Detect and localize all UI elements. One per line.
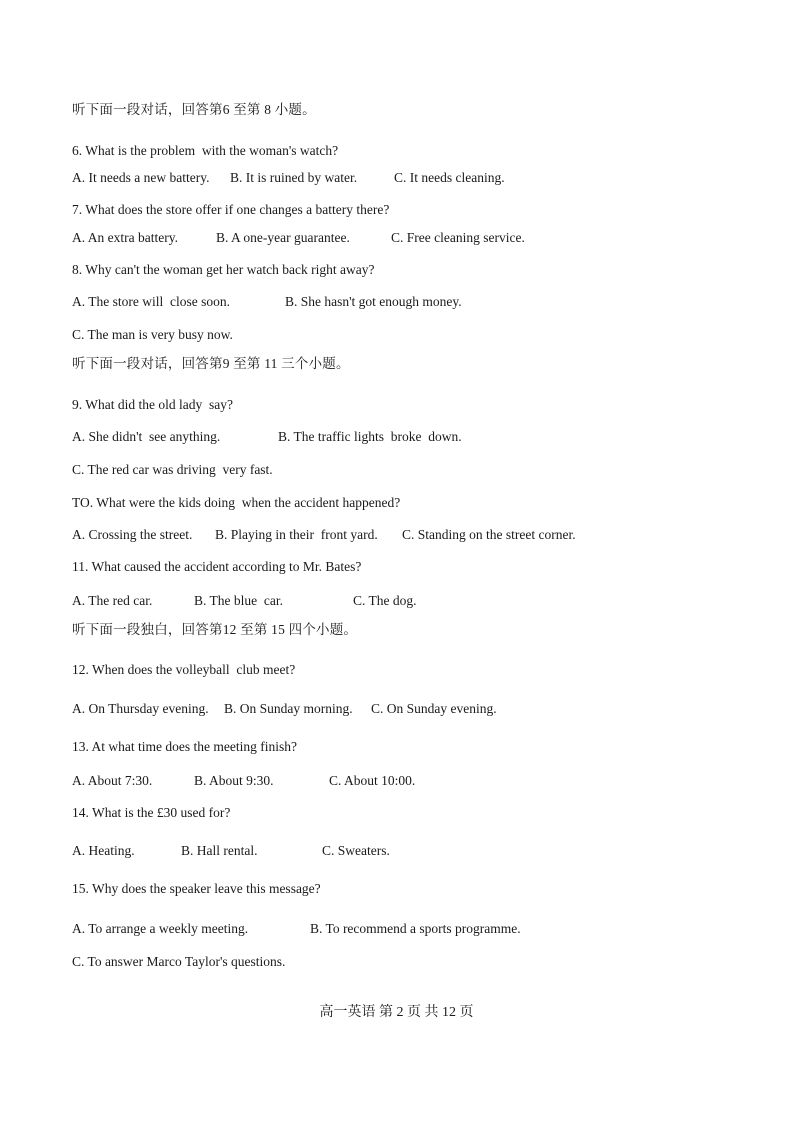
q6-option-b: B. It is ruined by water. <box>230 170 358 185</box>
q6-option-a: A. It needs a new battery. <box>72 170 210 185</box>
section-heading: 听下面一段独白，回答第12 至第 15 四个小题。 <box>72 622 358 637</box>
q11-option-a: A. The red car. <box>72 593 153 608</box>
q8-option-c: C. The man is very busy now. <box>72 327 233 342</box>
q7-option-c: C. Free cleaning service. <box>391 230 525 245</box>
q10-option-c: C. Standing on the street corner. <box>402 527 576 542</box>
question-stem-9: 9. What did the old lady say? <box>72 397 233 412</box>
q9-option-a: A. She didn't see anything. <box>72 429 221 444</box>
q7-option-b: B. A one-year guarantee. <box>216 230 350 245</box>
q12-option-c: C. On Sunday evening. <box>371 701 497 716</box>
q15-option-b: B. To recommend a sports programme. <box>310 921 521 936</box>
q11-option-c: C. The dog. <box>353 593 417 608</box>
question-stem-8: 8. Why can't the woman get her watch back right away? <box>72 262 375 277</box>
page-footer: 高一英语 第 2 页 共 12 页 <box>319 1005 474 1020</box>
question-stem-14: 14. What is the £30 used for? <box>72 805 231 820</box>
q15-option-a: A. To arrange a weekly meeting. <box>72 921 249 936</box>
q15-option-c: C. To answer Marco Taylor's questions. <box>72 954 286 969</box>
q13-option-a: A. About 7:30. <box>72 773 153 788</box>
q10-option-b: B. Playing in their front yard. <box>215 527 378 542</box>
question-stem-6: 6. What is the problem with the woman's watch? <box>72 143 339 158</box>
question-stem-10: TO. What were the kids doing when the accident happened? <box>72 495 401 510</box>
q8-option-a: A. The store will close soon. <box>72 294 230 309</box>
q7-option-a: A. An extra battery. <box>72 230 178 245</box>
q14-option-b: B. Hall rental. <box>181 843 258 858</box>
q11-option-b: B. The blue car. <box>194 593 283 608</box>
q13-option-c: C. About 10:00. <box>329 773 416 788</box>
q13-option-b: B. About 9:30. <box>194 773 274 788</box>
question-stem-15: 15. Why does the speaker leave this message? <box>72 881 321 896</box>
q14-option-a: A. Heating. <box>72 843 135 858</box>
question-stem-12: 12. When does the volleyball club meet? <box>72 662 296 677</box>
q12-option-a: A. On Thursday evening. <box>72 701 209 716</box>
q10-option-a: A. Crossing the street. <box>72 527 193 542</box>
question-stem-7: 7. What does the store offer if one changes a battery there? <box>72 202 390 217</box>
q12-option-b: B. On Sunday morning. <box>224 701 353 716</box>
section-heading: 听下面一段对话，回答第6 至第 8 小题。 <box>72 102 316 117</box>
q9-option-c: C. The red car was driving very fast. <box>72 462 273 477</box>
q6-option-c: C. It needs cleaning. <box>394 170 505 185</box>
question-stem-11: 11. What caused the accident according to Mr. Bates? <box>72 559 362 574</box>
q9-option-b: B. The traffic lights broke down. <box>278 429 462 444</box>
question-stem-13: 13. At what time does the meeting finish? <box>72 739 297 754</box>
q14-option-c: C. Sweaters. <box>322 843 390 858</box>
q8-option-b: B. She hasn't got enough money. <box>285 294 462 309</box>
section-heading: 听下面一段对话，回答第9 至第 11 三个小题。 <box>72 356 350 371</box>
